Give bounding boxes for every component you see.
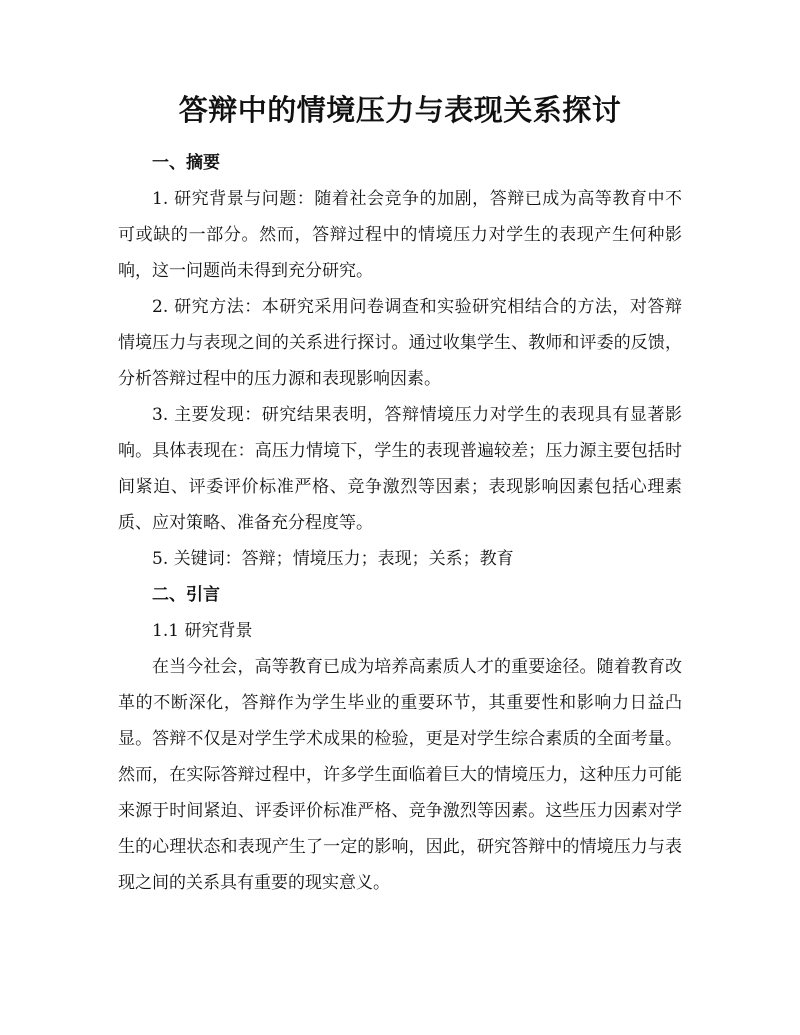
paragraph-research-background: 1. 研究背景与问题：随着社会竞争的加剧，答辩已成为高等教育中不可或缺的一部分。然而，答辩过程中的情境压力对学生的表现产生何种影响，这一问题尚未得到充分研究。	[118, 189, 682, 281]
document-body	[118, 145, 682, 901]
paragraph-main-findings: 3. 主要发现：研究结果表明，答辩情境压力对学生的表现具有显著影响。具体表现在：高压力情境下，学生的表现普遍较差；压力源主要包括时间紧迫、评委评价标准严格、竞争激烈等因素；表现影响因素包括心理素质、应对策略、准备充分程度等。	[118, 405, 682, 533]
paragraph-keywords: 5. 关键词：答辩；情境压力；表现；关系；教育	[152, 549, 514, 569]
section-heading-abstract: 一、摘要	[152, 153, 220, 173]
paragraph-introduction-body: 在当今社会，高等教育已成为培养高素质人才的重要途径。随着教育改革的不断深化，答辩作为学生毕业的重要环节，其重要性和影响力日益凸显。答辩不仅是对学生学术成果的检验，更是对学生综合素质的全面考量。然而，在实际答辩过程中，许多学生面临着巨大的情境压力，这种压力可能来源于时间紧迫、评委评价标准严格、竞争激烈等因素。这些压力因素对学生的心理状态和表现产生了一定的影响，因此，研究答辩中的情境压力与表现之间的关系具有重要的现实意义。	[118, 657, 682, 893]
paragraph-research-method: 2. 研究方法：本研究采用问卷调查和实验研究相结合的方法，对答辩情境压力与表现之间的关系进行探讨。通过收集学生、教师和评委的反馈，分析答辩过程中的压力源和表现影响因素。	[118, 297, 682, 389]
section-heading-introduction: 二、引言	[152, 585, 220, 605]
subsection-heading-background: 1.1 研究背景	[152, 621, 253, 641]
page-title: 答辩中的情境压力与表现关系探讨	[178, 93, 622, 127]
